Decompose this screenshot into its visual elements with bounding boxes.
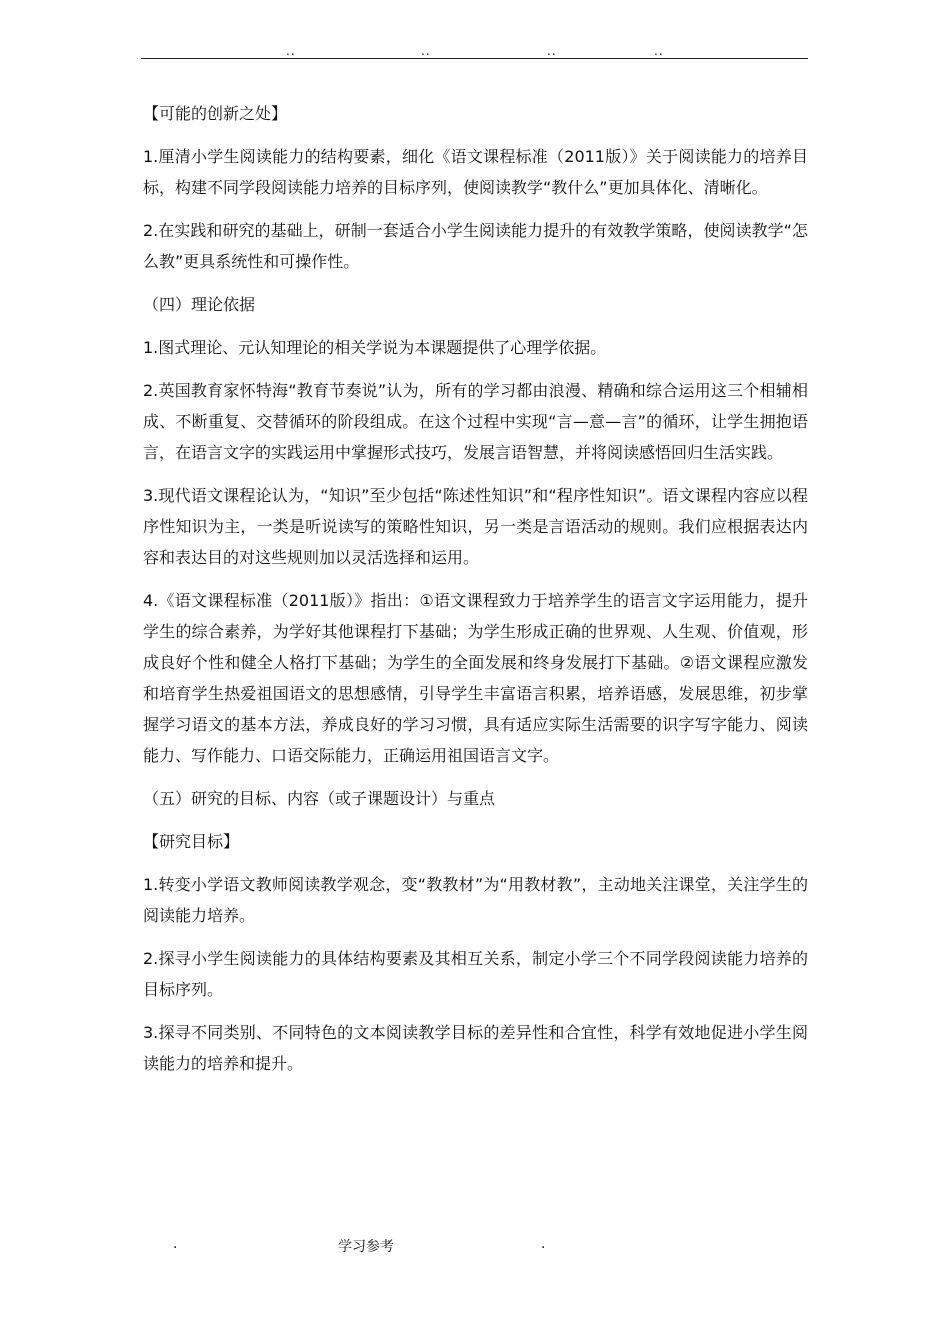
goals-item-2: 2.探寻小学生阅读能力的具体结构要素及其相互关系，制定小学三个不同学段阅读能力培养的目标序列。 [143,949,808,999]
header-dots-1: .. [286,44,296,58]
goals-section-heading: （五）研究的目标、内容（或子课题设计）与重点 [143,789,496,808]
document-body [143,98,808,1091]
theory-heading: （四）理论依据 [143,295,256,314]
goals-heading: 【研究目标】 [143,832,240,851]
goals-item-3: 3.探寻不同类别、不同特色的文本阅读教学目标的差异性和合宜性，科学有效地促进小学生阅读能力的培养和提升。 [143,1023,808,1073]
theory-item-1: 1.图式理论、元认知理论的相关学说为本课题提供了心理学依据。 [143,338,607,357]
footer-left-dot: . [173,1236,178,1252]
theory-item-3: 3.现代语文课程论认为，“知识”至少包括“陈述性知识”和“程序性知识”。语文课程内容应以程序性知识为主，一类是听说读写的策略性知识，另一类是言语活动的规则。我们应根据表达内容和表达目的对这些规则加以灵活选择和运用。 [143,486,808,567]
header-dots-4: .. [654,44,664,58]
theory-item-2: 2.英国教育家怀特海“教育节奏说”认为，所有的学习都由浪漫、精确和综合运用这三个相辅相成、不断重复、交替循环的阶段组成。在这个过程中实现“言—意—言”的循环，让学生拥抱语言，在语言文字的实践运用中掌握形式技巧，发展言语智慧，并将阅读感悟回归生活实践。 [143,381,808,462]
header-divider [141,58,808,59]
header-dots-2: .. [421,44,431,58]
innovation-item-2: 2.在实践和研究的基础上，研制一套适合小学生阅读能力提升的有效教学策略，使阅读教学“怎么教”更具系统性和可操作性。 [143,221,808,271]
header-dots-3: .. [547,44,557,58]
page-footer [0,1236,950,1256]
footer-label: 学习参考 [338,1239,394,1255]
goals-item-1: 1.转变小学语文教师阅读教学观念，变“教教材”为“用教材教”，主动地关注课堂，关注学生的阅读能力培养。 [143,875,808,925]
innovation-heading: 【可能的创新之处】 [143,104,288,123]
footer-right-dot: . [541,1236,546,1252]
innovation-item-1: 1.厘清小学生阅读能力的结构要素，细化《语文课程标准（2011版）》关于阅读能力的培养目标，构建不同学段阅读能力培养的目标序列，使阅读教学“教什么”更加具体化、清晰化。 [143,147,808,197]
theory-item-4: 4.《语文课程标准（2011版）》指出：①语文课程致力于培养学生的语言文字运用能力，提升学生的综合素养，为学好其他课程打下基础；为学生形成正确的世界观、人生观、价值观，形成良好个性和健全人格打下基础；为学生的全面发展和终身发展打下基础。②语文课程应激发和培育学生热爱祖国语文的思想感情，引导学生丰富语言积累，培养语感，发展思维，初步掌握学习语文的基本方法，养成良好的学习习惯，具有适应实际生活需要的识字写字能力、阅读能力、写作能力、口语交际能力，正确运用祖国语言文字。 [143,591,808,765]
